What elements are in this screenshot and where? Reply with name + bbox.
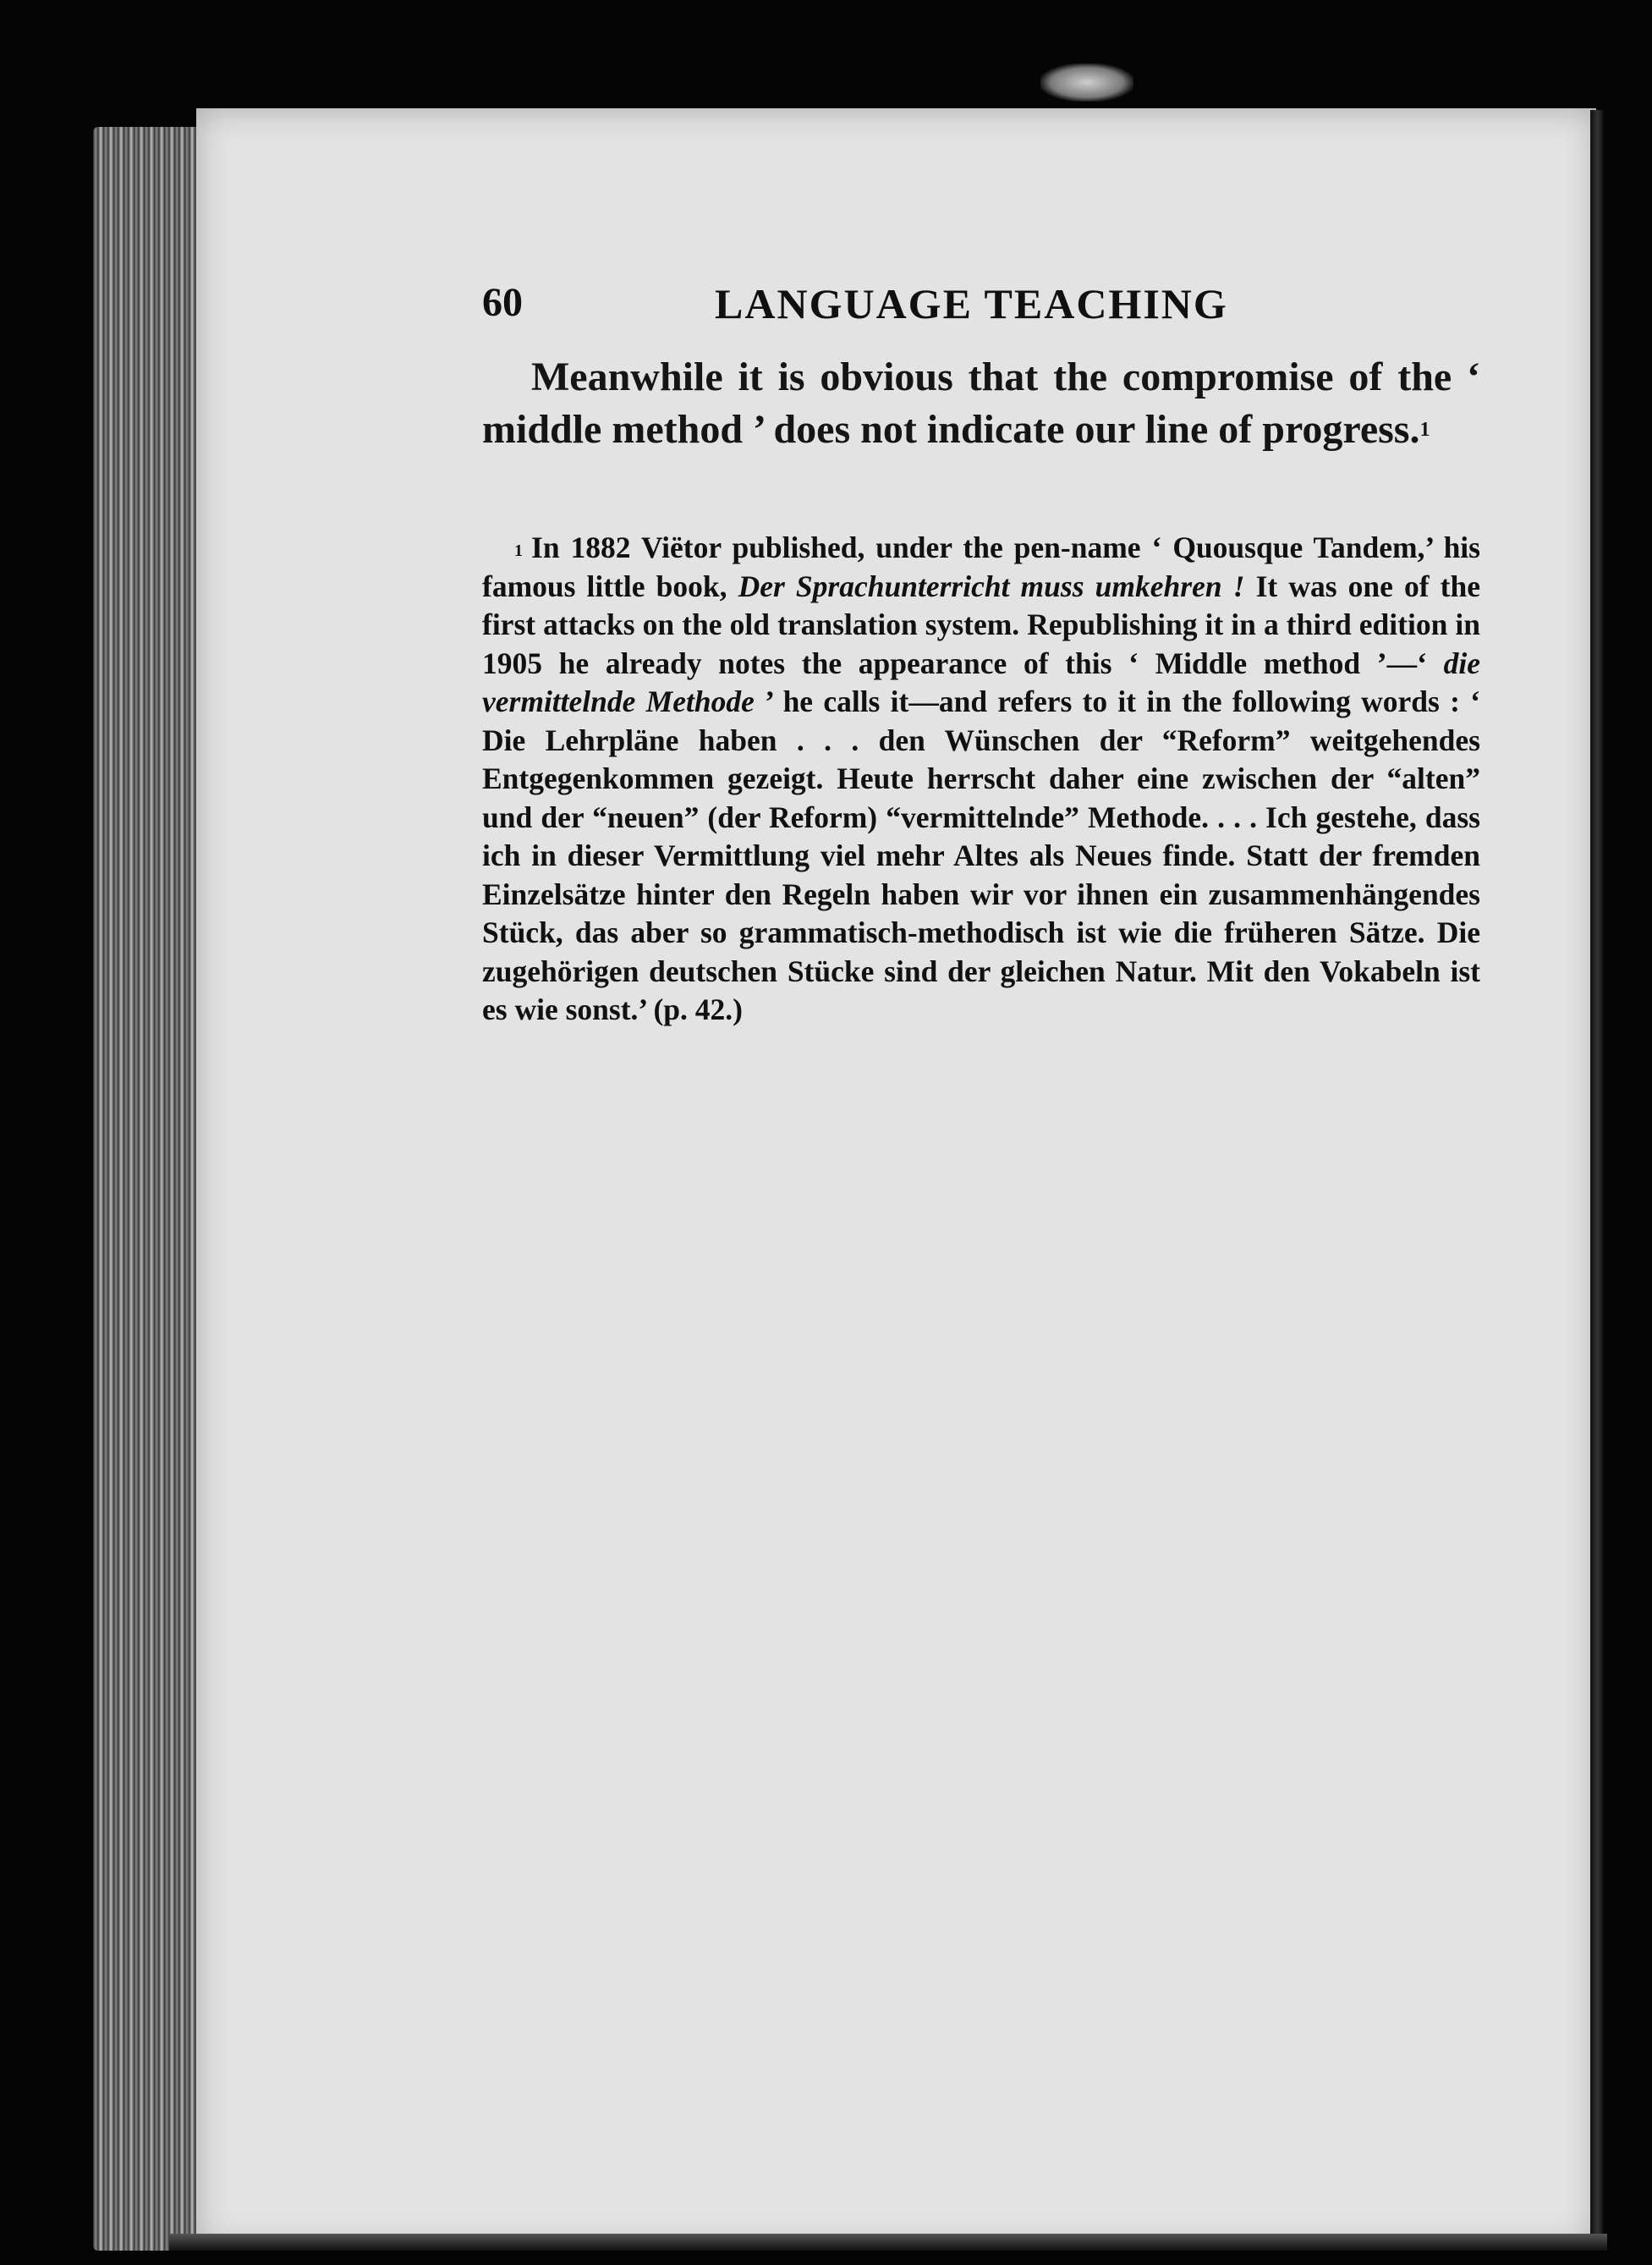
footnote-marker: 1: [514, 542, 523, 560]
footnote: [482, 529, 1480, 1030]
footnote-text-3: ’ he calls it—and refers to it in the following words : ‘ Die Lehrpläne haben . . . den Wünschen der “Reform” weitgehendes Entgegenkommen gezeigt. Heute herrscht daher eine zwischen der “alten” und der “neuen” (der Reform) “vermittelnde” Methode. . . . Ich gestehe, dass ich in dieser Vermittlung viel mehr Altes als Neues finde. Statt der fremden Einzelsätze hinter den Regeln haben wir vor ihnen ein zusammenhängendes Stück, das aber so grammatisch-methodisch ist wie die früheren Sätze. Die zugehörigen deutschen Stücke sind der gleichen Natur. Mit den Vokabeln ist es wie sonst.’ (p. 42.): [482, 684, 1480, 1026]
footnote-text-1: In 1882 Viëtor published, under the pen-name ‘ Quousque Tandem,’ his famous little book,: [482, 531, 1480, 603]
running-head: LANGUAGE TEACHING: [715, 280, 1228, 327]
body-paragraph: [482, 351, 1480, 456]
book-right-edge: [1590, 110, 1605, 2242]
footnote-text-2: It was one of the first attacks on the old translation system. Republishing it in a third edition in 1905 he already notes the appearance of this ‘ Middle method ’—‘: [482, 569, 1480, 680]
footnote-reference: 1: [1419, 419, 1430, 441]
book-page-edges: [93, 127, 211, 2251]
footnote-book-title: Der Sprachunterricht muss umkehren !: [738, 569, 1245, 603]
footnote-german-term: die vermittelnde Methode: [482, 646, 1480, 718]
book-bottom-edge: [169, 2234, 1607, 2251]
scan-artifact: [1040, 63, 1133, 102]
body-paragraph-text: Meanwhile it is obvious that the compromise of the ‘ middle method ’ does not indicate our line of progress.: [482, 355, 1480, 452]
page-number: 60: [482, 280, 523, 325]
page-header: [482, 279, 1252, 338]
